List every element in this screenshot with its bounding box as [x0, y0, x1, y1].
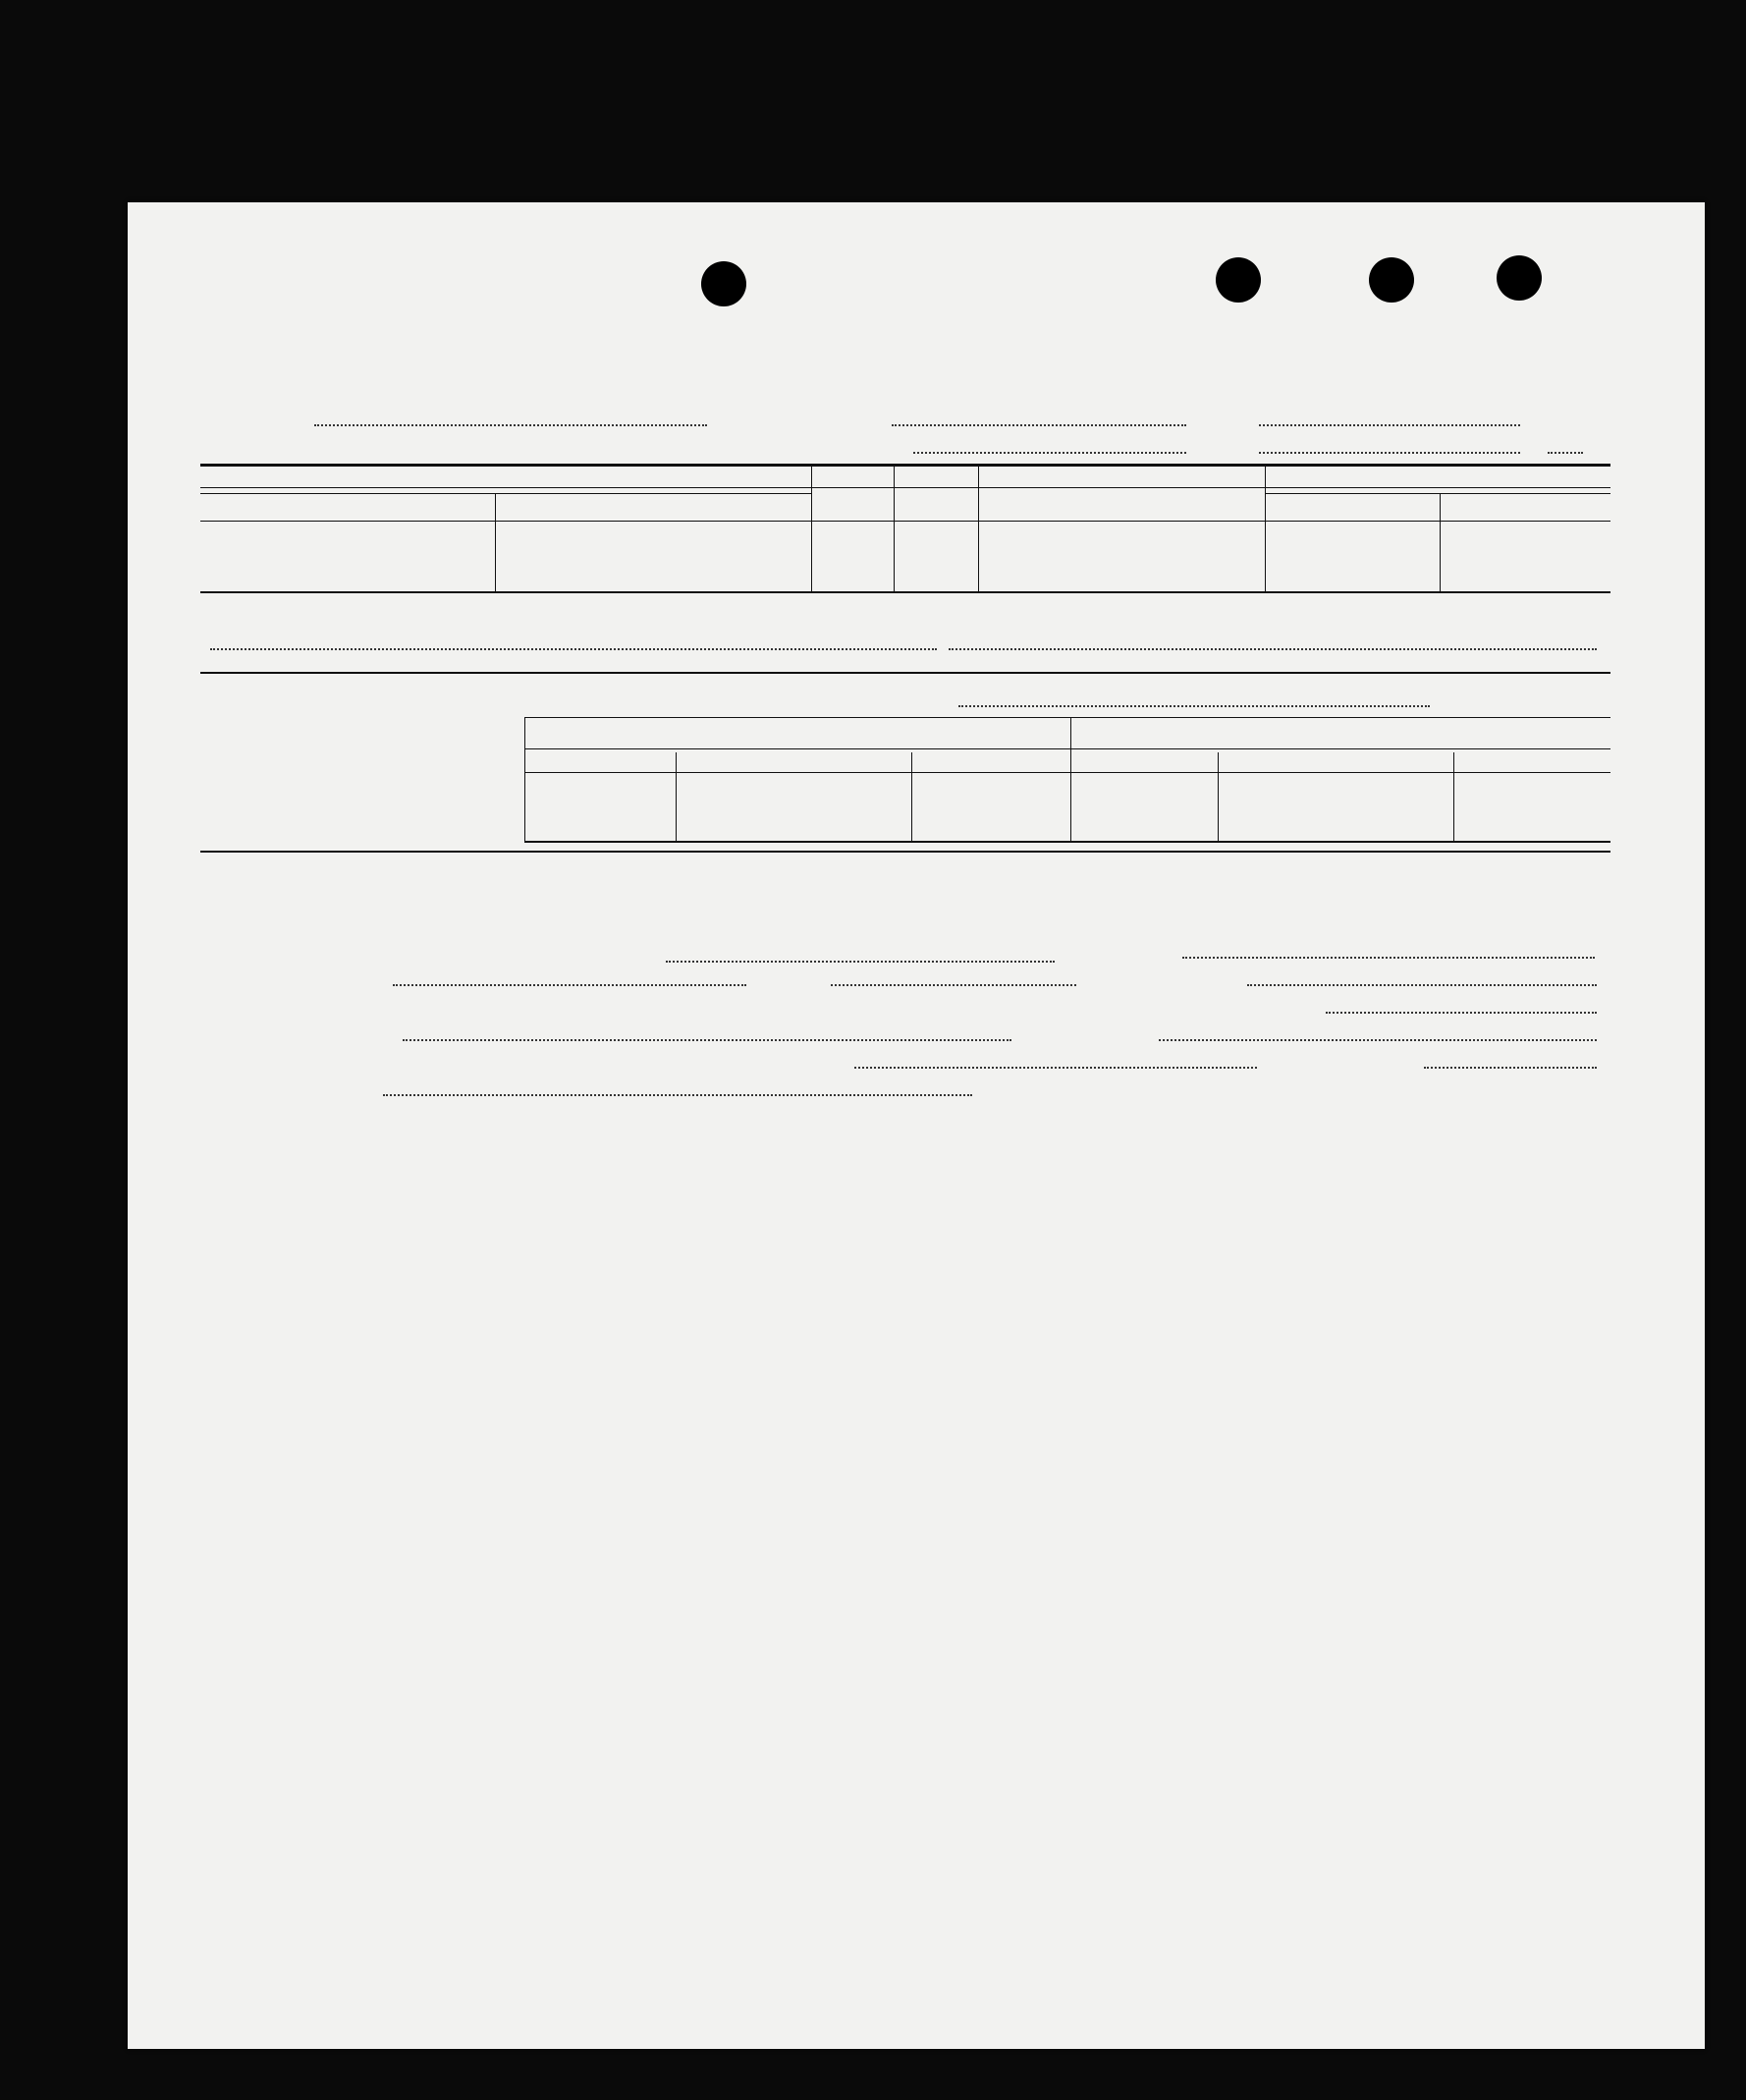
punch-hole-1: [701, 261, 746, 306]
information-sheet: [128, 202, 1705, 2049]
punch-hole-i: [1497, 255, 1542, 301]
punch-hole-2: [1216, 257, 1261, 303]
punch-hole-3: [1369, 257, 1414, 303]
